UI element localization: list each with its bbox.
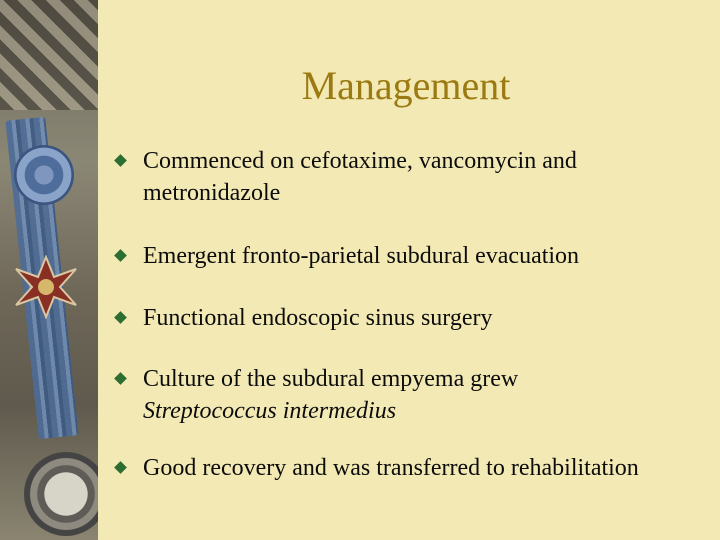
diamond-bullet-icon [114,154,127,167]
maltese-cross-icon [14,255,78,319]
bullet-item [116,363,696,427]
bullet-item [116,240,696,272]
bullet-text: Emergent fronto-parietal subdural evacuation [143,243,580,269]
diamond-bullet-icon [114,461,127,474]
slide-title: Management [301,63,511,108]
bullet-item [116,145,696,209]
bullet-text [143,363,696,427]
bullet-text: Commenced on cefotaxime, vancomycin and metronidazole [143,148,577,206]
bullet-item [116,302,696,334]
bullet-text-regular: Culture of the subdural empyema grew [143,366,519,392]
tile-pattern [0,0,98,110]
diamond-bullet-icon [114,311,127,324]
decorative-medal-image [0,0,98,540]
bullet-text: Functional endoscopic sinus surgery [143,305,493,331]
bullet-text-italic: Streptococcus intermedius [143,398,397,424]
diamond-bullet-icon [114,372,127,385]
compass-icon [24,452,98,536]
rosette-icon [14,145,74,205]
bullet-item [116,452,696,484]
bullet-text: Good recovery and was transferred to rehabilitation [143,455,639,481]
diamond-bullet-icon [114,249,127,262]
